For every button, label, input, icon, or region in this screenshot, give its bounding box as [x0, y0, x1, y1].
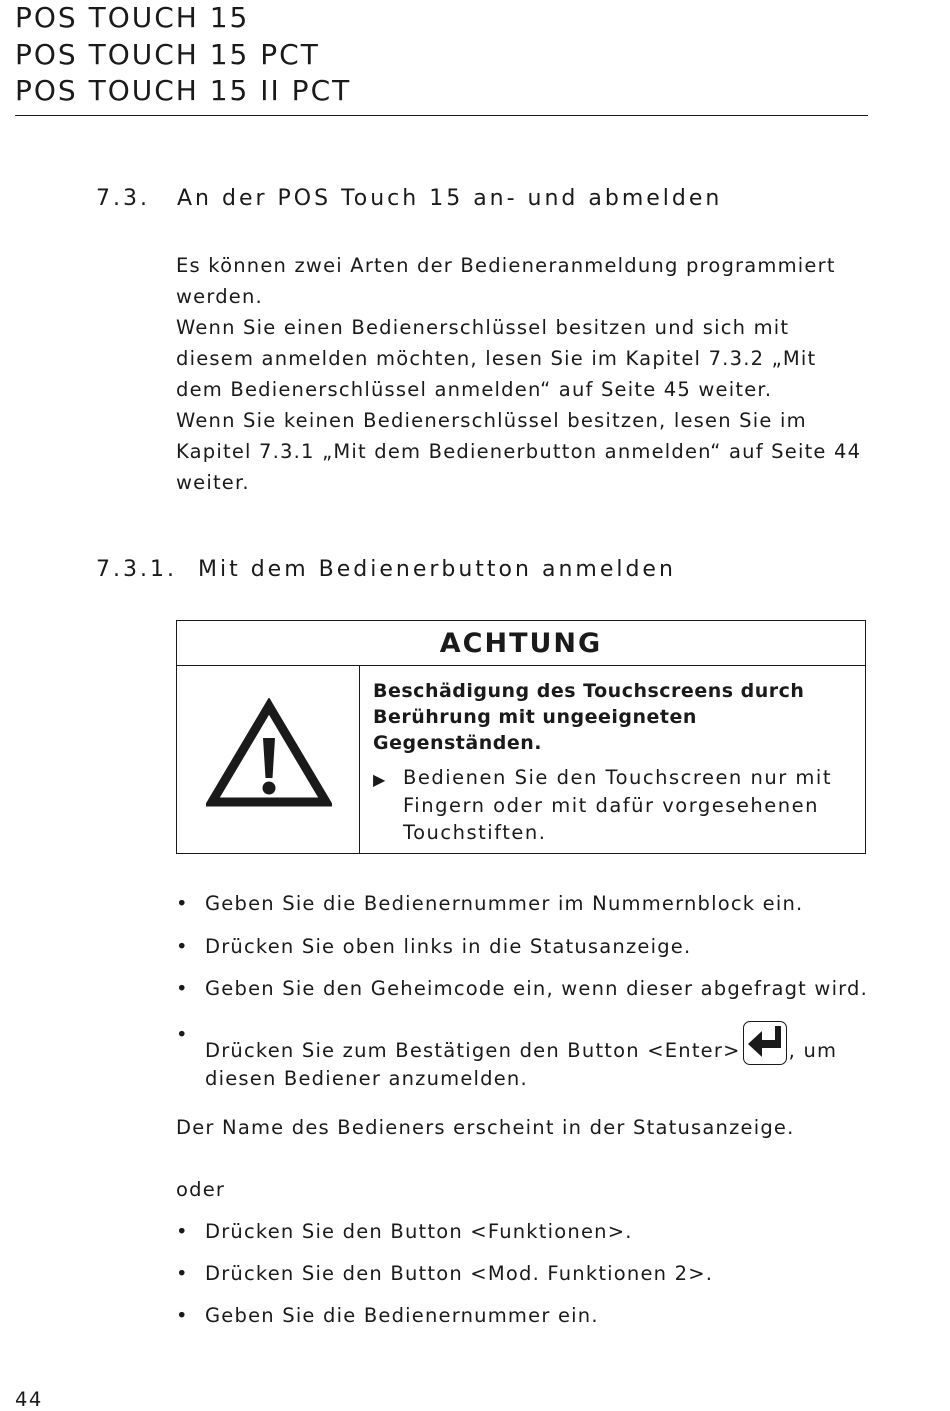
bullet: •: [176, 1304, 189, 1327]
warning-icon-cell: [177, 666, 360, 853]
warning-box: [176, 620, 866, 854]
enter-key-icon: [743, 1021, 787, 1065]
section-heading-7-3-1: [96, 557, 676, 582]
list-item-text: Geben Sie die Bedienernummer ein.: [205, 1304, 599, 1327]
warning-text: [373, 678, 853, 847]
warning-body: [177, 666, 865, 853]
enter-step-before: Drücken Sie zum Bestätigen den Button <Enter>: [205, 1039, 741, 1062]
list-item-text: Geben Sie die Bedienernummer im Nummernblock ein.: [205, 892, 804, 915]
list-item: [176, 975, 876, 1003]
list-item: [176, 890, 876, 918]
subsection-number: 7.3.1.: [96, 557, 177, 582]
bullet: •: [176, 1023, 189, 1046]
steps-list-b: [176, 1218, 876, 1344]
intro-paragraph-3: Wenn Sie keinen Bedienerschlüssel besitzen, lesen Sie im Kapitel 7.3.1 „Mit dem Bedienerbutton anmelden“ auf Seite 44 weiter.: [176, 409, 862, 494]
warning-instruction: [373, 764, 853, 847]
header-line-2: POS TOUCH 15 PCT: [15, 37, 320, 71]
or-text: oder: [176, 1178, 226, 1201]
bullet: •: [176, 1220, 189, 1243]
enter-step-after: , um diesen Bediener anzumelden.: [205, 1039, 838, 1090]
bullet: •: [176, 1262, 189, 1285]
section-heading-7-3: [96, 186, 722, 211]
bullet: •: [176, 934, 189, 958]
result-text: Der Name des Bedieners erscheint in der Statusanzeige.: [176, 1116, 795, 1139]
list-item: [176, 1260, 876, 1288]
triangle-bullet-icon: ▶: [373, 770, 387, 789]
intro-paragraph-2: Wenn Sie einen Bedienerschlüssel besitzen und sich mit diesem anmelden möchten, lesen Sie im Kapitel 7.3.2 „Mit dem Bedienerschlüssel anmelden“ auf Seite 45 weiter.: [176, 316, 817, 401]
steps-list-a: [176, 890, 876, 1108]
list-item-text: Drücken Sie oben links in die Statusanzeige.: [205, 934, 692, 958]
section-number: 7.3.: [96, 186, 150, 211]
header-line-3: POS TOUCH 15 II PCT: [15, 74, 352, 107]
list-item-text: Geben Sie den Geheimcode ein, wenn dieser abgefragt wird.: [205, 977, 869, 1000]
warning-title: ACHTUNG: [177, 621, 865, 666]
list-item-text: Drücken Sie den Button <Mod. Funktionen 2>.: [205, 1262, 714, 1285]
intro-paragraph-1: Es können zwei Arten der Bedieneranmeldung programmiert werden.: [176, 254, 836, 308]
subsection-title: Mit dem Bedienerbutton anmelden: [198, 557, 676, 582]
intro-text: [176, 250, 866, 498]
list-item: [176, 933, 876, 961]
warning-triangle-icon: [206, 698, 332, 808]
header-divider: [15, 115, 868, 116]
list-item: [176, 1302, 876, 1330]
bullet: •: [176, 892, 189, 915]
header-line-1: POS TOUCH 15: [15, 1, 250, 34]
list-item-text: Drücken Sie den Button <Funktionen>.: [205, 1220, 633, 1243]
warning-headline: Beschädigung des Touchscreens durch Berührung mit ungeeigneten Gegenständen.: [373, 680, 805, 754]
bullet: •: [176, 977, 189, 1000]
document-header: [15, 0, 868, 110]
warning-instruction-text: Bedienen Sie den Touchscreen nur mit Fingern oder mit dafür vorgesehenen Touchstiften.: [403, 766, 832, 844]
section-title: An der POS Touch 15 an- und abmelden: [177, 186, 723, 211]
list-item: [176, 1218, 876, 1246]
page-number: 44: [15, 1388, 43, 1411]
list-item-enter: [176, 1021, 876, 1093]
